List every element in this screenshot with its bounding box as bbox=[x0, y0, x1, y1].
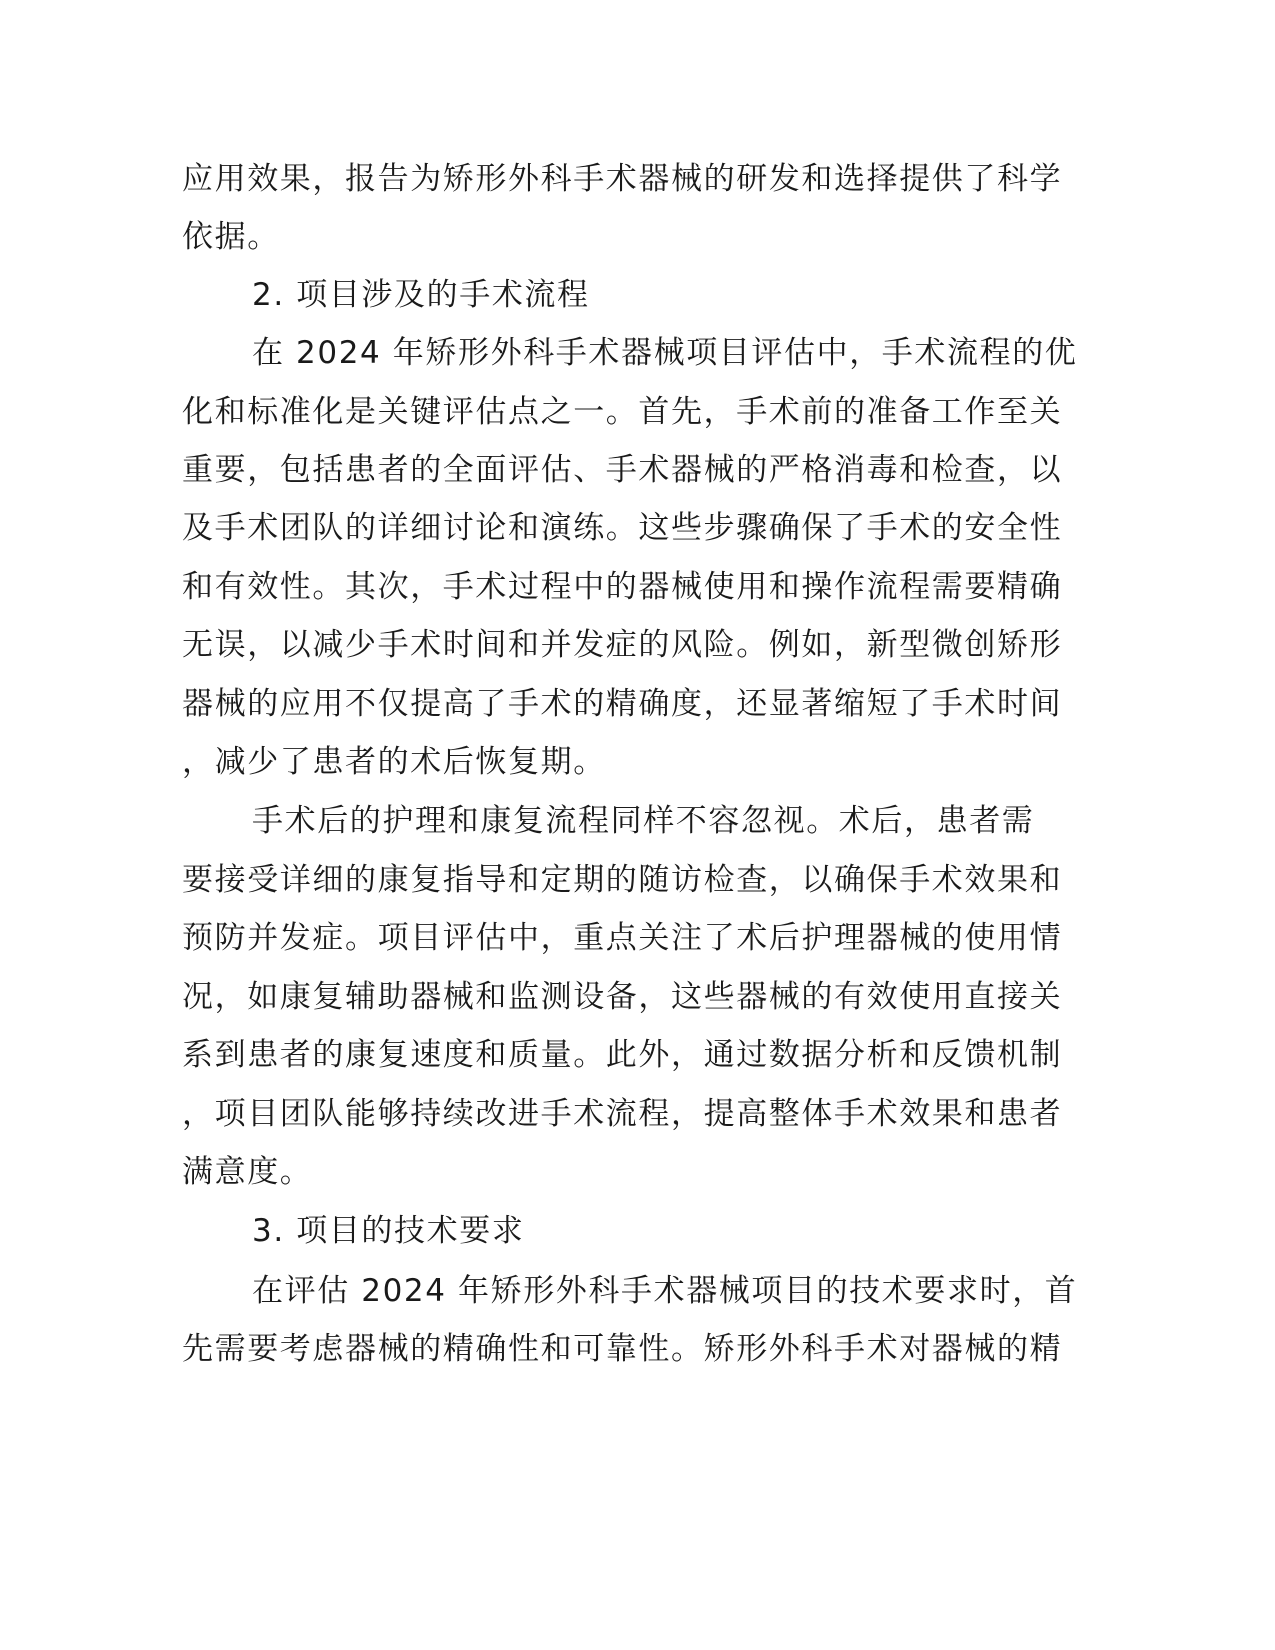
text-line: 要接受详细的康复指导和定期的随访检查，以确保手术效果和 bbox=[182, 862, 1063, 898]
section-heading: 3. 项目的技术要求 bbox=[252, 1213, 525, 1249]
text-line: 无误，以减少手术时间和并发症的风险。例如，新型微创矫形 bbox=[182, 627, 1063, 663]
text-line: 满意度。 bbox=[182, 1154, 313, 1190]
text-line: 手术后的护理和康复流程同样不容忽视。术后，患者需 bbox=[252, 803, 1035, 839]
text-line: 在评估 2024 年矫形外科手术器械项目的技术要求时，首 bbox=[252, 1273, 1078, 1309]
text-line: 况，如康复辅助器械和监测设备，这些器械的有效使用直接关 bbox=[182, 979, 1063, 1015]
text-line: 系到患者的康复速度和质量。此外，通过数据分析和反馈机制 bbox=[182, 1037, 1063, 1073]
text-line: 依据。 bbox=[182, 219, 280, 255]
text-line: 化和标准化是关键评估点之一。首先，手术前的准备工作至关 bbox=[182, 394, 1063, 430]
text-line: 重要，包括患者的全面评估、手术器械的严格消毒和检查，以 bbox=[182, 452, 1063, 488]
section-heading: 2. 项目涉及的手术流程 bbox=[252, 277, 590, 313]
text-line: 和有效性。其次，手术过程中的器械使用和操作流程需要精确 bbox=[182, 569, 1063, 605]
text-line: 预防并发症。项目评估中，重点关注了术后护理器械的使用情 bbox=[182, 920, 1063, 956]
text-line: ，项目团队能够持续改进手术流程，提高整体手术效果和患者 bbox=[182, 1096, 1063, 1132]
text-line: ，减少了患者的术后恢复期。 bbox=[182, 744, 606, 780]
text-line: 应用效果，报告为矫形外科手术器械的研发和选择提供了科学 bbox=[182, 161, 1063, 197]
text-line: 先需要考虑器械的精确性和可靠性。矫形外科手术对器械的精 bbox=[182, 1331, 1063, 1367]
text-line: 及手术团队的详细讨论和演练。这些步骤确保了手术的安全性 bbox=[182, 510, 1063, 546]
text-line: 器械的应用不仅提高了手术的精确度，还显著缩短了手术时间 bbox=[182, 686, 1063, 722]
text-line: 在 2024 年矫形外科手术器械项目评估中，手术流程的优 bbox=[252, 335, 1078, 371]
